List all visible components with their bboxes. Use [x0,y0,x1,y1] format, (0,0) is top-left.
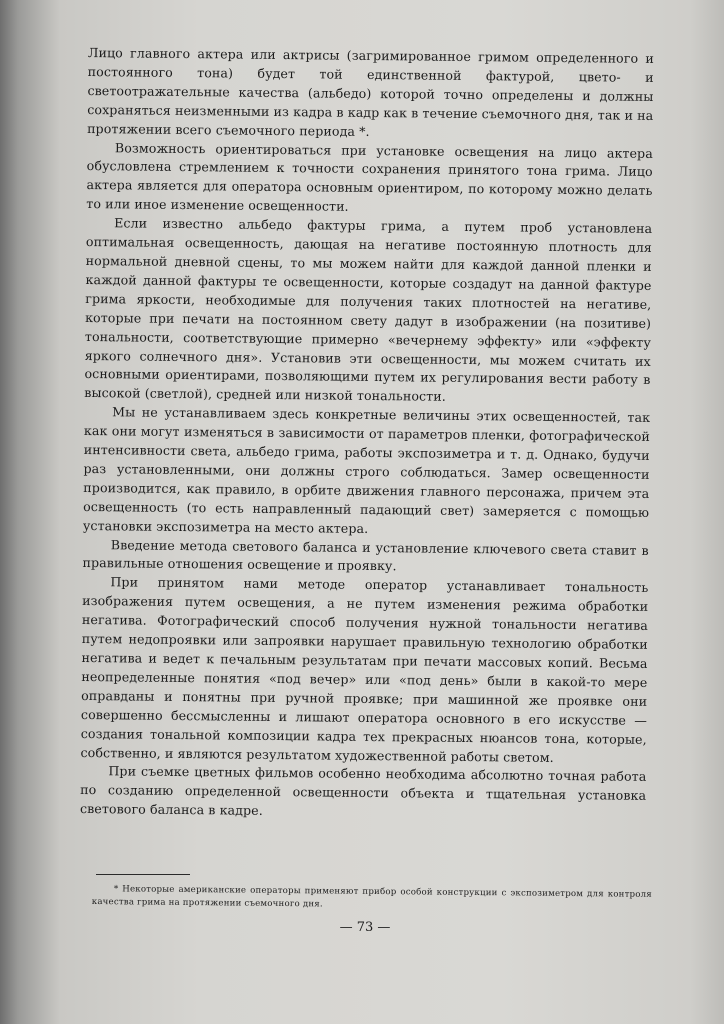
paragraph-1: Лицо главного актера или актрисы (загримированное гримом определенного и постоянного тона) будет той единственной фактурой, цвето- и светоотражательные качества (альбедо) которой точно определены и должны сохраняться неизменными из кадра в кадр как в течение съемочного дня, так и на протяжении всего съемочного периода *. [87,44,654,139]
paragraph-6: При принятом нами методе оператор устанавливает тональность изображения путем освещения, а не путем изменения режима обработки негатива. Фотографический способ получения нужной тональности негатива путем недопроявки или запроявки нарушает правильную технологию обработки негатива и ведет к печальным результатам при печати массовых копий. Весьма неопределенные понятия «под вечер» или «под день» были в какой-то мере оправданы и понятны при ручной проявке; при машинной же проявке они совершенно бессмысленны и лишают оператора основного в его искусстве — создания тональной композиции кадра тех прекрасных нюансов тона, которые, собственно, и являются результатом художественной работы светом. [80,574,649,765]
footnote: * Некоторые американские операторы применяют прибор особой конструкции с экспозиметром для контроля качества грима на протяжении съемочного дня. [91,884,652,910]
paragraph-5: Введение метода светового баланса и установление ключевого света ставит в правильные отношения освещение и проявку. [82,536,649,574]
paragraph-4: Мы не устанавливаем здесь конкретные величины этих освещенностей, так как они могут изменяться в зависимости от параметров пленки, фотографической интенсивности света, альбедо грима, работы экспозиметра и т. д. Однако, будучи раз установленными, они должны строго соблюдаться. Замер освещенности производится, как правило, в орбите движения главного персонажа, причем эта освещенность (то есть направленный падающий свет) замеряется с помощью установки экспозиметра на место актера. [82,404,651,536]
paragraph-2: Возможность ориентироваться при установке освещения на лицо актера обусловлена стремлением к точности сохранения принятого тона грима. Лицо актера является для оператора основным ориентиром, по которому можно делать то или иное изменение освещенности. [86,139,653,214]
paragraph-7: При съемке цветных фильмов особенно необходима абсолютно точная работа по созданию определенной освещенности объекта и тщательная установка светового баланса в кадре. [79,763,647,819]
body-text [80,44,654,825]
page-number: — 73 — [339,920,391,935]
paragraph-3: Если известно альбедо фактуры грима, а путем проб установлена оптимальная освещенность, дающая на негативе постоянную плотность для нормальной дневной сцены, то мы можем найти для каждой данной пленки и каждой данной фактуры те освещенности, которые создадут на данной фактуре грима яркости, необходимые для получения таких плотностей на негативе, которые при печати на постоянном свету дадут в изображении (на позитиве) тональности, соответствующие примерно «вечернему эффекту» или «эффекту яркого солнечного дня». Установив эти освещенности, мы можем считать их основными ориентирами, позволяющими путем их регулирования вести работу в высокой (светлой), средней или низкой тональности. [84,215,653,405]
footnote-divider [96,874,190,875]
